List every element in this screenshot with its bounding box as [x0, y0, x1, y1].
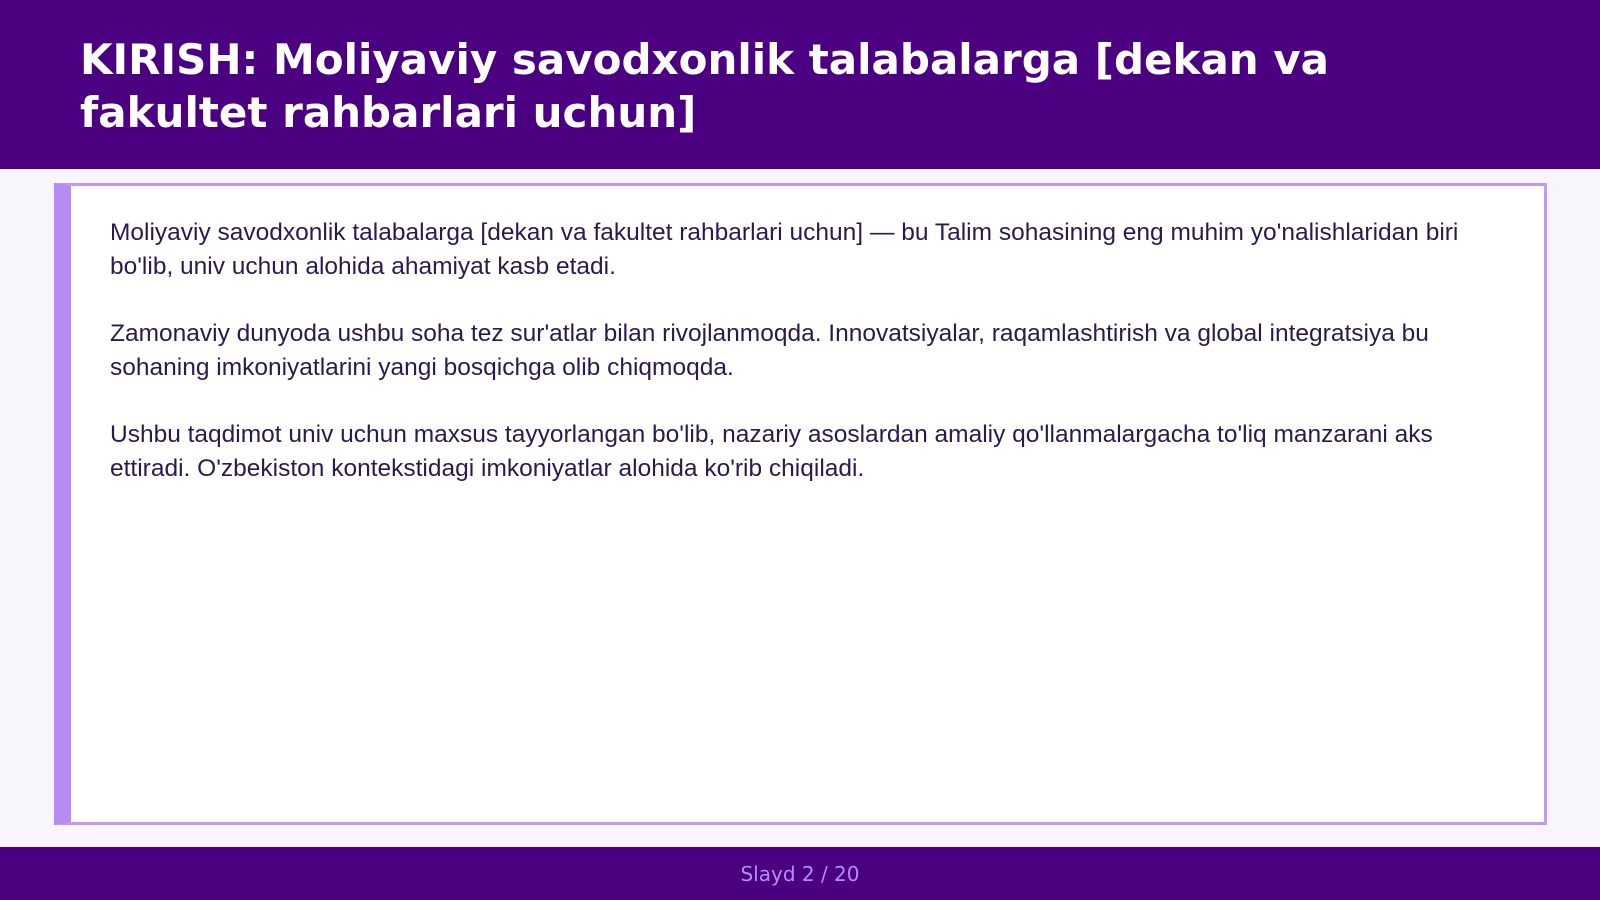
- slide-header: [0, 0, 1600, 169]
- slide-counter: Slayd 2 / 20: [740, 861, 860, 886]
- slide-title: KIRISH: Moliyaviy savodxonlik talabalarga [dekan va fakultet rahbarlari uchun]: [80, 35, 1330, 137]
- intro-paragraph: Moliyaviy savodxonlik talabalarga [dekan va fakultet rahbarlari uchun] — bu Talim sohasining eng muhim yo'nalishlaridan biri bo'lib, univ uchun alohida ahamiyat kasb etadi.: [110, 219, 1459, 280]
- slide-footer: [0, 847, 1600, 900]
- modern-world-paragraph: Zamonaviy dunyoda ushbu soha tez sur'atlar bilan rivojlanmoqda. Innovatsiyalar, raqamlashtirish va global integratsiya bu sohaning imkoniyatlarini yangi bosqichga olib chiqmoqda.: [110, 320, 1429, 381]
- presentation-purpose-paragraph: Ushbu taqdimot univ uchun maxsus tayyorlangan bo'lib, nazariy asoslardan amaliy qo'llanmalargacha to'liq manzarani aks ettiradi. O'zbekiston kontekstidagi imkoniyatlar alohida ko'rib chiqiladi.: [110, 421, 1433, 482]
- content-card: [54, 183, 1547, 825]
